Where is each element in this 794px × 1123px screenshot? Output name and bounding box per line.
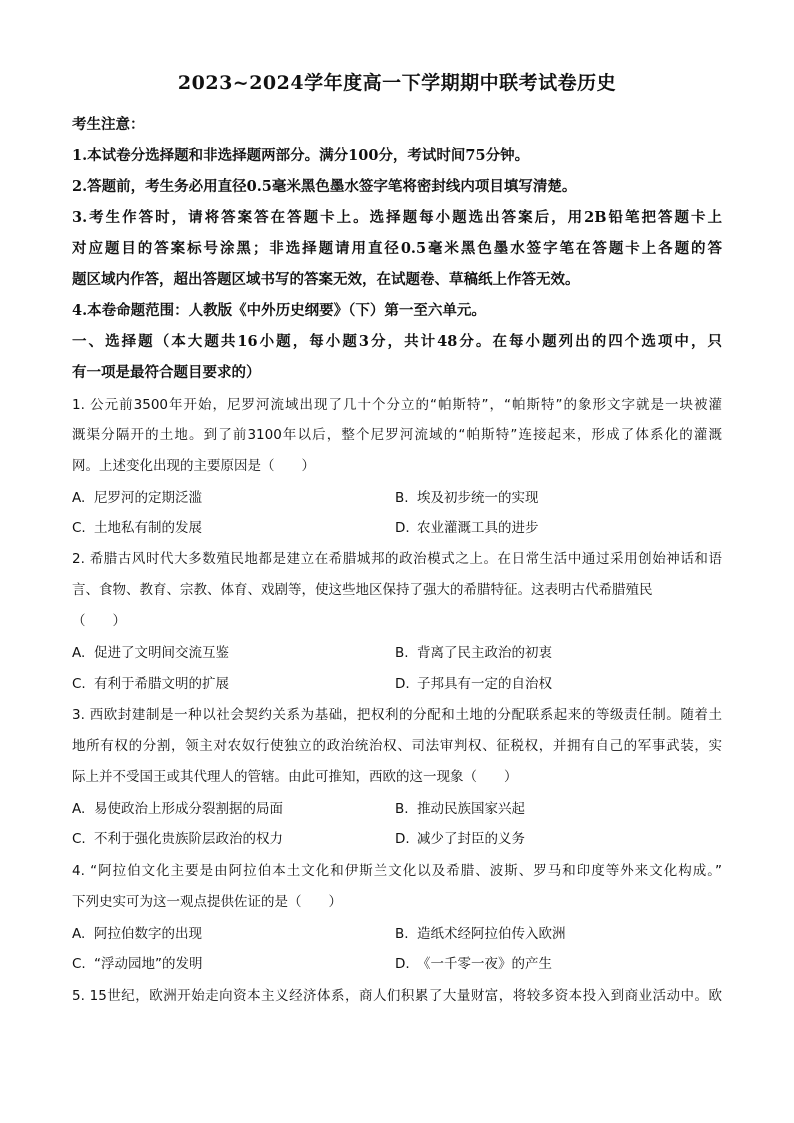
- option-d: D. 减少了封臣的义务: [395, 831, 525, 847]
- question-stem: 言、食物、教育、宗教、体育、戏剧等，使这些地区保持了强大的希腊特征。这表明古代希腊殖民: [72, 582, 653, 598]
- question-stem: 2. 希腊古风时代大多数殖民地都是建立在希腊城邦的政治模式之上。在日常生活中通过采用创始神话和语: [72, 551, 722, 567]
- notice-line: 3.考生作答时，请将答案答在答题卡上。选择题每小题选出答案后，用2B铅笔把答题卡上: [72, 209, 722, 226]
- question-stem: 下列史实可为这一观点提供佐证的是（ ）: [72, 894, 342, 910]
- option-c: C. “浮动园地”的发明: [72, 956, 203, 972]
- question-stem: 网。上述变化出现的主要原因是（ ）: [72, 458, 315, 474]
- notice-line: 题区域内作答，超出答题区域书写的答案无效，在试题卷、草稿纸上作答无效。: [72, 271, 580, 288]
- option-a: A. 阿拉伯数字的出现: [72, 926, 202, 942]
- question-stem: 5. 15世纪，欧洲开始走向资本主义经济体系，商人们积累了大量财富，将较多资本投入到商业活动中。欧: [72, 988, 722, 1004]
- notice-heading: 考生注意：: [72, 116, 145, 133]
- option-b: B. 推动民族国家兴起: [395, 801, 525, 817]
- option-d: D. 子邦具有一定的自治权: [395, 676, 552, 692]
- option-d: D. 农业灌溉工具的进步: [395, 520, 539, 536]
- option-b: B. 造纸术经阿拉伯传入欧洲: [395, 926, 566, 942]
- question-stem: 际上并不受国王或其代理人的管辖。由此可推知，西欧的这一现象（ ）: [72, 769, 518, 785]
- option-b: B. 埃及初步统一的实现: [395, 490, 539, 506]
- option-a: A. 尼罗河的定期泛滥: [72, 490, 202, 506]
- section-heading: 有一项是最符合题目要求的）: [72, 364, 261, 381]
- section-heading: 一、选择题（本大题共16小题，每小题3分，共计48分。在每小题列出的四个选项中，只: [72, 333, 722, 350]
- question-stem: （ ）: [72, 613, 126, 629]
- notice-line: 2.答题前，考生务必用直径0.5毫米黑色墨水签字笔将密封线内项目填写清楚。: [72, 178, 577, 195]
- option-a: A. 易使政治上形成分裂割据的局面: [72, 801, 283, 817]
- option-c: C. 不利于强化贵族阶层政治的权力: [72, 831, 283, 847]
- option-a: A. 促进了文明间交流互鉴: [72, 645, 229, 661]
- question-stem: 地所有权的分割，领主对农奴行使独立的政治统治权、司法审判权、征税权，并拥有自己的军事武装，实: [72, 738, 722, 754]
- option-b: B. 背离了民主政治的初衷: [395, 645, 552, 661]
- question-stem: 1. 公元前3500年开始，尼罗河流域出现了几十个分立的“帕斯特”，“帕斯特”的象形文字就是一块被灌: [72, 397, 722, 413]
- question-stem: 4. “阿拉伯文化主要是由阿拉伯本土文化和伊斯兰文化以及希腊、波斯、罗马和印度等外来文化构成。”: [72, 863, 722, 879]
- notice-line: 对应题目的答案标号涂黑；非选择题请用直径0.5毫米黑色墨水签字笔在答题卡上各题的答: [72, 240, 722, 257]
- page-title: 2023~2024学年度高一下学期期中联考试卷历史: [177, 72, 617, 94]
- option-c: C. 有利于希腊文明的扩展: [72, 676, 229, 692]
- question-stem: 溉渠分隔开的土地。到了前3100年以后，整个尼罗河流域的“帕斯特”连接起来，形成了体系化的灌溉: [72, 427, 722, 443]
- question-stem: 3. 西欧封建制是一种以社会契约关系为基础，把权利的分配和土地的分配联系起来的等级责任制。随着土: [72, 707, 722, 723]
- notice-line: 4.本卷命题范围：人教版《中外历史纲要》（下）第一至六单元。: [72, 302, 486, 319]
- notice-line: 1.本试卷分选择题和非选择题两部分。满分100分，考试时间75分钟。: [72, 147, 530, 164]
- option-c: C. 土地私有制的发展: [72, 520, 202, 536]
- option-d: D. 《一千零一夜》的产生: [395, 956, 552, 972]
